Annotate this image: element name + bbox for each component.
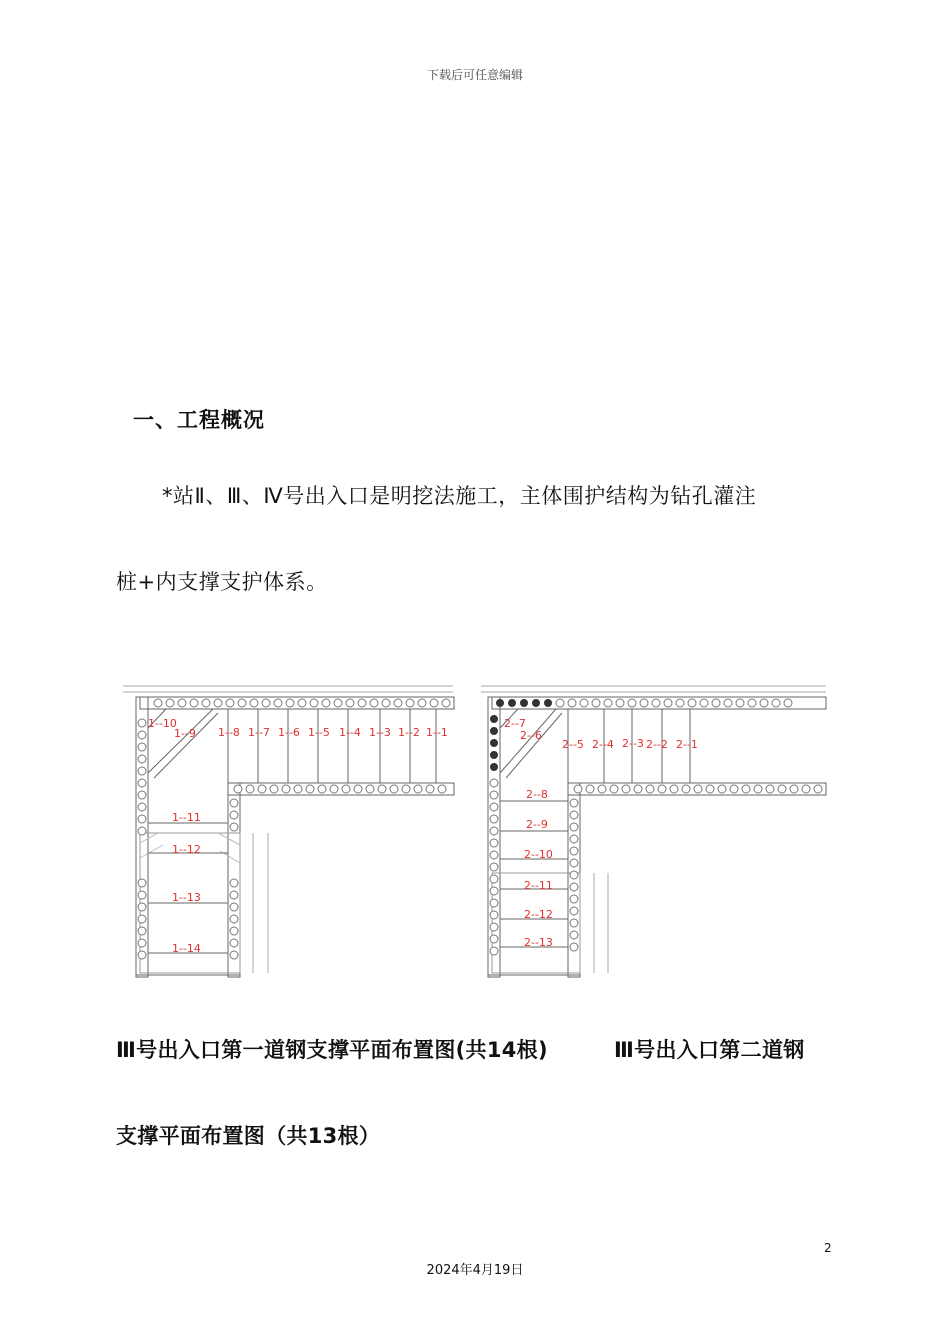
strut-label: 1--7 [248, 726, 270, 739]
steel-support-plan-1 [118, 683, 458, 980]
strut-label: 1--8 [218, 726, 240, 739]
strut-label: 1--9 [174, 727, 196, 740]
strut-label: 2--10 [524, 848, 553, 861]
page-number: 2 [824, 1241, 832, 1255]
strut-label: 1--5 [308, 726, 330, 739]
paragraph-line-2: 桩+内支撑支护体系。 [116, 570, 328, 594]
figure-caption-line-1-right: Ⅲ号出入口第二道钢 [614, 1038, 805, 1062]
figure-caption-line-1-left: Ⅲ号出入口第一道钢支撑平面布置图(共14根) [116, 1038, 548, 1062]
strut-label: 1--13 [172, 891, 201, 904]
strut-label: 2--5 [562, 738, 584, 751]
strut-label: 1--12 [172, 843, 201, 856]
strut-label: 1--1 [426, 726, 448, 739]
strut-label: 2--4 [592, 738, 614, 751]
strut-label: 2--8 [526, 788, 548, 801]
footer-date: 2024年4月19日 [426, 1263, 524, 1278]
strut-label: 2--3 [622, 737, 644, 750]
strut-label: 1--6 [278, 726, 300, 739]
strut-label: 1--11 [172, 811, 201, 824]
strut-label: 2--12 [524, 908, 553, 921]
strut-label: 1--2 [398, 726, 420, 739]
strut-label: 1--10 [148, 717, 177, 730]
paragraph-line-1: *站Ⅱ、Ⅲ、Ⅳ号出入口是明挖法施工，主体围护结构为钻孔灌注 [162, 484, 757, 508]
strut-label: 2--2 [646, 738, 668, 751]
strut-label: 2--6 [520, 729, 542, 742]
figure-caption-line-2: 支撑平面布置图（共13根） [116, 1124, 381, 1148]
strut-label: 2--11 [524, 879, 553, 892]
strut-label: 2--9 [526, 818, 548, 831]
strut-label: 2--1 [676, 738, 698, 751]
strut-label: 1--4 [339, 726, 361, 739]
header-note: 下载后可任意编辑 [426, 68, 523, 82]
section-heading: 一、工程概况 [133, 408, 265, 432]
strut-label: 1--3 [369, 726, 391, 739]
steel-support-plan-2 [476, 683, 831, 980]
strut-label: 1--14 [172, 942, 201, 955]
strut-label: 2--7 [504, 717, 526, 730]
strut-label: 2--13 [524, 936, 553, 949]
